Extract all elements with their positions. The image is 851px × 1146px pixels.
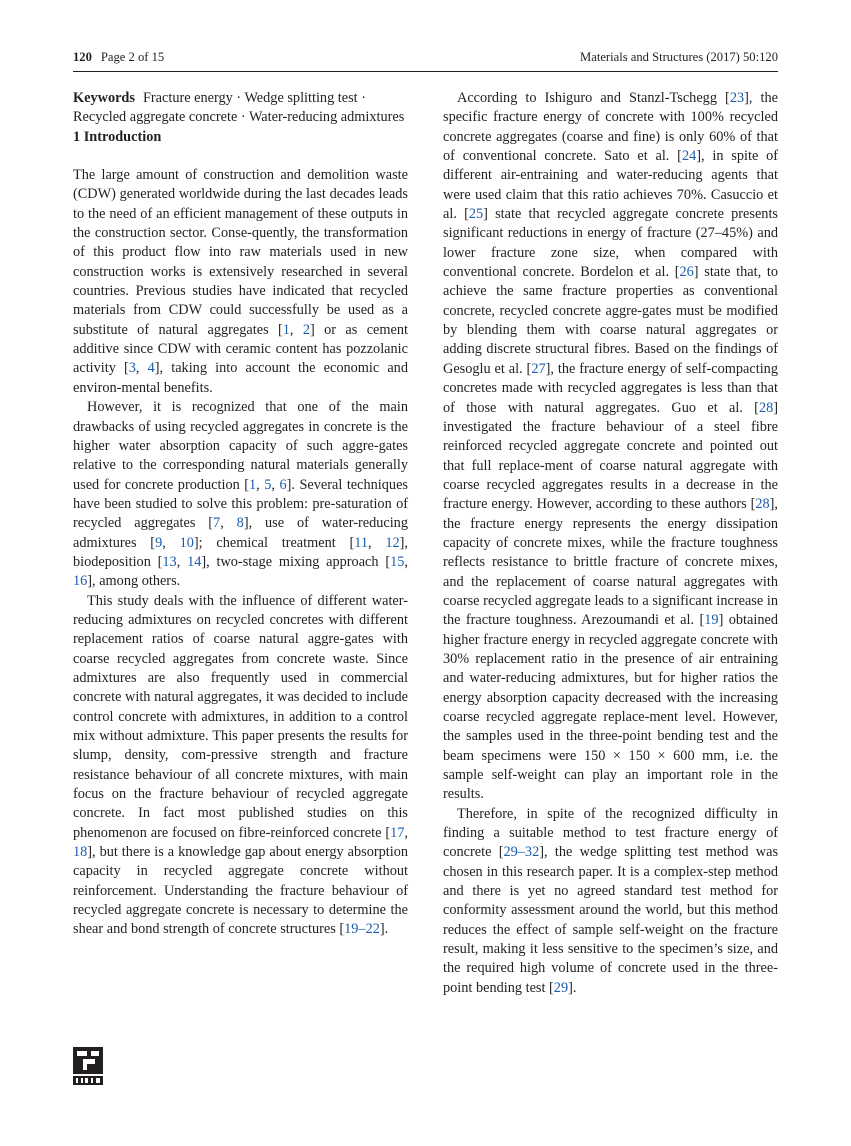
right-paragraph-1: According to Ishiguro and Stanzl-Tschegg [23], the specific fracture energy of concrete with 100% recycled concrete aggregates (coarse and fine) is only 60% of that of conventional concrete. Sato et al. [24], in spite of different air-entraining and water-reducing agents that were used claim that this ratio achieves 70%. Casuccio et al. [25] state that recycled aggregate concrete presents significant reductions in energy of fracture (27–45%) and lower fracture zone size, when compared with conventional concrete. Bordelon et al. [26] state that, to achieve the same fracture properties as conventional concrete, recycled concrete aggre-gates must be modified by blending them with coarse natural aggregates or adding discrete structural fibres. Based on the findings of Gesoglu et al. [27], the fracture energy of self-compacting concretes made with recycled aggregates is less than that of those with natural aggregates. Guo et al. [28] investigated the fracture behaviour of a steel fibre reinforced recycled aggregate concrete and pointed out that full replace-ment of coarse natural aggregate with coarse recycled aggregates results in a decrease in the fracture energy. However, according to these authors [28], the fracture energy represents the energy dissipation capacity of concrete mixes, while the fracture toughness reflects resistance to brittle fracture of concrete mixes, and the replacement of coarse natural aggregates with coarse recycled aggregate leads to a significant increase in the fracture toughness. Arezoumandi et al. [19] obtained higher fracture energy in recycled aggregate concrete with 30% replacement ratio in the presence of air entraining and water-reducing admixtures, but for higher ratios the energy absorption capacity decreased with the increasing coarse recycled aggregate replace-ment level. However, the samples used in the three-point bending test and the beam specimens were 150 × 150 × 600 mm, i.e. the sample self-weight can play an important role in the results. [443, 90, 779, 803]
citation-link[interactable]: 11 [354, 534, 369, 551]
citation-link[interactable]: 3 [128, 360, 136, 377]
citation-link[interactable]: 14 [187, 553, 202, 570]
citation-link[interactable]: 19–22 [344, 921, 380, 938]
citation-link[interactable]: 2 [302, 321, 311, 338]
citation-link[interactable]: 15 [390, 553, 405, 570]
citation-link[interactable]: 1 [282, 321, 290, 338]
keywords-label: Keywords [73, 90, 135, 106]
running-header [73, 50, 778, 66]
intro-paragraph-3: This study deals with the influence of different water-reducing admixtures on recycled concretes with different replacement ratios of coarse natural aggre-gates with coarse recycled aggregates from concrete waste. Since admixtures are also frequently used in commercial concrete with natural aggregates, it was decided to include control concrete with admixtures, in addition to a control mix without admixture. This paper presents the results for slump, density, com-pressive strength and fracture resistance behaviour of all concrete mixtures, with main focus on the fracture behaviour of recycled aggregate concrete. In fact most published studies on this phenomenon are focused on fibre-reinforced concrete [17, 18], but there is a knowledge gap about energy absorption capacity in recycled aggregate concrete without reinforcement. Understanding the fracture behaviour of recycled aggregate concrete is necessary to determine the shear and bond strength of concrete structures [19–22]. [73, 592, 408, 938]
citation-link[interactable]: 25 [468, 206, 484, 223]
citation-link[interactable]: 6 [279, 476, 287, 493]
journal-citation: Materials and Structures (2017) 50:120 [580, 50, 778, 64]
citation-link[interactable]: 18 [73, 844, 88, 861]
citation-link[interactable]: 1 [249, 476, 257, 493]
citation-link[interactable]: 13 [162, 553, 177, 570]
intro-paragraph-1: The large amount of construction and demolition waste (CDW) generated worldwide during the last decades leads to the need of an efficient management of these outputs in the construction sector. Conse-quently, the transformation of this product flow into raw materials used in new construction works is extensively researched in several countries. Previous studies have indicated that recycled materials from CDW could successfully be used as a substitute of natural aggregates [1, 2] or as cement additive since CDW with ceramic content has pozzolanic activity [3, 4], taking into account the economic and environ-mental benefits. [73, 167, 408, 396]
citation-link[interactable]: 29–32 [503, 844, 540, 861]
right-column [443, 89, 778, 998]
citation-link[interactable]: 28 [758, 399, 774, 416]
left-column [73, 89, 408, 940]
citation-link[interactable]: 26 [679, 264, 694, 281]
citation-link[interactable]: 9 [155, 534, 163, 551]
citation-link[interactable]: 24 [681, 148, 697, 165]
citation-link[interactable]: 8 [236, 515, 244, 532]
header-rule [73, 71, 778, 72]
citation-link[interactable]: 17 [390, 824, 405, 841]
citation-link[interactable]: 28 [755, 496, 770, 513]
keywords [73, 89, 408, 128]
citation-link[interactable]: 23 [729, 90, 745, 106]
citation-link[interactable]: 5 [264, 476, 272, 493]
citation-link[interactable]: 12 [385, 534, 400, 551]
intro-paragraph-2: However, it is recognized that one of the main drawbacks of using recycled aggregates in concrete is the higher water absorption capacity of such aggre-gates relative to the corresponding natural materials generally used for concrete production [1, 5, 6]. Several techniques have been studied to solve this problem: pre-saturation of recycled aggregates [7, 8], use of water-reducing admixtures [9, 10]; chemical treatment [11, 12], biodeposition [13, 14], two-stage mixing approach [15, 16], among others. [73, 399, 408, 590]
citation-link[interactable]: 4 [147, 360, 155, 377]
section-heading-introduction: 1 Introduction [73, 128, 162, 145]
page-number: 120 [73, 50, 92, 64]
citation-link[interactable]: 10 [179, 534, 194, 551]
citation-link[interactable]: 27 [531, 360, 546, 377]
keywords-text: Fracture energy · Wedge splitting test · Recycled aggregate concrete · Water-reducing admixtures [73, 90, 405, 126]
page-info: Page 2 of 15 [100, 50, 165, 64]
right-paragraph-2: Therefore, in spite of the recognized difficulty in finding a suitable method to test fracture energy of concrete [29–32], the wedge splitting test method was chosen in this research paper. It is a complex-step method and there is yet no agreed standard test method for conformity assessment around the world, but this method reduces the effect of sample self-weight on the fracture result, making it less sensitive to the specimen’s size, and the required high volume of concrete used in the three-point bending test [29]. [443, 805, 779, 996]
citation-link[interactable]: 19 [704, 612, 719, 629]
rilem-logo-icon [73, 1047, 103, 1085]
citation-link[interactable]: 16 [73, 573, 88, 590]
citation-link[interactable]: 7 [213, 515, 221, 532]
citation-link[interactable]: 29 [553, 979, 569, 996]
header-left [73, 50, 164, 65]
